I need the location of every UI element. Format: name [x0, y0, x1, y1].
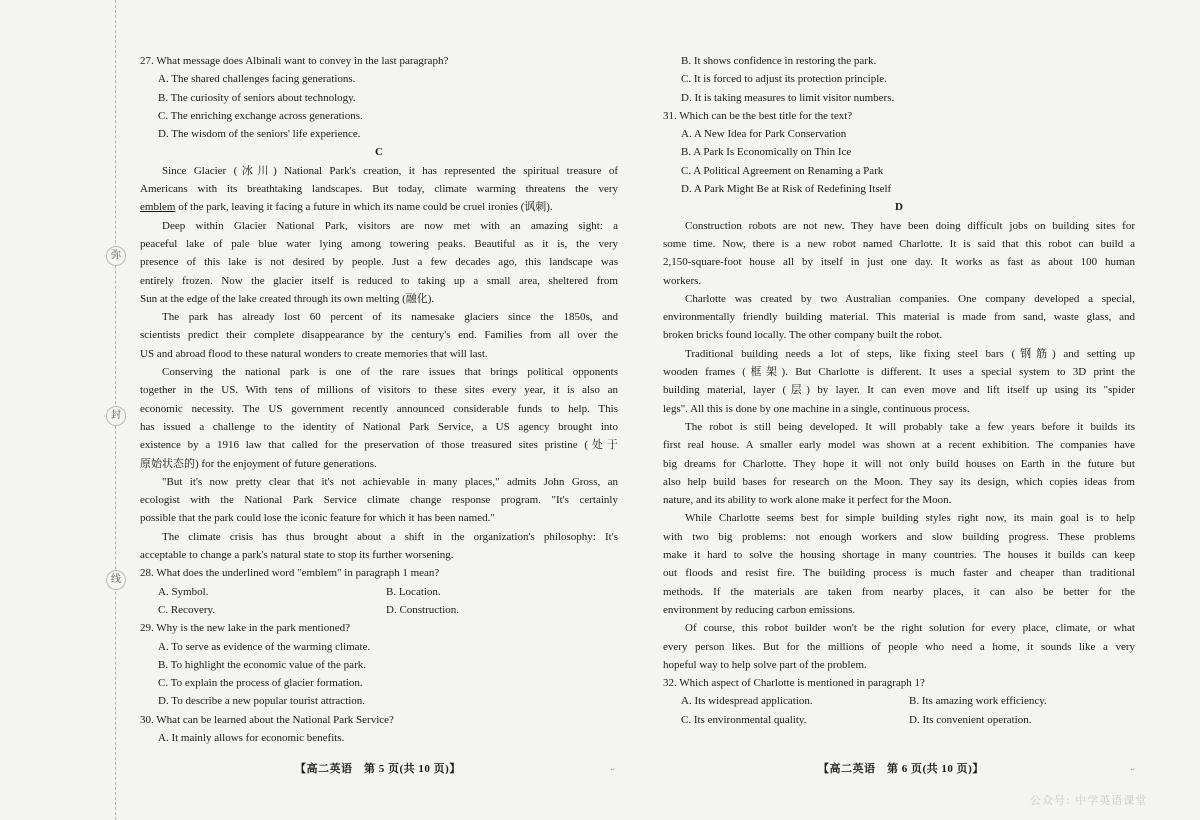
q30-option-b: B. It shows confidence in restoring the park. [681, 55, 877, 67]
q32-options-row [663, 711, 1135, 729]
question-28-stem: 28. What does the underlined word "emblem" in paragraph 1 mean? [140, 567, 440, 580]
passage-c-line-rest: of the park, leaving it facing a future in which its name could be cruel ironies (讽刺). [175, 201, 553, 214]
q28-option-d: D. Construction. [386, 603, 460, 616]
question-30-stem: 30. What can be learned about the National Park Service? [140, 713, 394, 726]
passage-d-line: building material, layer (层) by layer. It can even move and lift itself up using its "spider [663, 384, 1135, 397]
q28-options-row [140, 601, 618, 619]
q27-option-b: B. The curiosity of seniors about technology. [158, 91, 356, 104]
underlined-word-emblem: emblem [140, 201, 176, 214]
passage-d-line: legs". All this is done by one machine in a single, continuous process. [663, 402, 970, 415]
left-page-column [140, 52, 618, 747]
passage-d-line: broken bricks found locally. The other company built the robot. [663, 329, 943, 342]
passage-c-line: possible that the park could lose the iconic feature for which it has been named." [140, 512, 495, 525]
question-27-stem: 27. What message does Albinali want to convey in the last paragraph? [140, 55, 449, 67]
section-d-heading: D [895, 201, 903, 214]
passage-d-line: some time. Now, there is a new robot named Charlotte. It is said that this robot can build a [663, 237, 1135, 250]
passage-d-line: The robot is still being developed. It will probably take a few years before it builds its [685, 420, 1135, 433]
q31-option-c: C. A Political Agreement on Renaming a Park [681, 164, 884, 177]
q32-option-c: C. Its environmental quality. [681, 713, 807, 726]
q27-option-d: D. The wisdom of the seniors' life experience. [158, 128, 361, 141]
section-c-heading: C [375, 146, 383, 159]
passage-d-line: environment by reducing carbon emissions. [663, 603, 856, 616]
scan-dot: .. [610, 762, 615, 773]
passage-c-line: ecologist with the National Park Service climate change response program. "It's certainly [140, 494, 618, 507]
q29-option-d: D. To describe a new popular tourist attraction. [158, 695, 366, 708]
q31-option-b: B. A Park Is Economically on Thin Ice [681, 146, 852, 159]
passage-c-line: presence of this lake is not desired by people. Just a few decades ago, this landscape was [140, 256, 618, 269]
question-31-stem: 31. Which can be the best title for the text? [663, 109, 853, 122]
passage-d-line: environmentally friendly building material. This material is made from sand, waste glass, and [663, 311, 1135, 324]
passage-c-line: Americans with its breathtaking landscapes. But today, climate warming threatens the very [140, 183, 618, 196]
q29-option-a: A. To serve as evidence of the warming climate. [158, 640, 371, 653]
q30-option-d: D. It is taking measures to limit visitor numbers. [681, 91, 895, 104]
q28-options-row [140, 583, 618, 601]
q27-option-a: A. The shared challenges facing generations. [158, 73, 356, 86]
binding-mark: 封 [106, 406, 126, 426]
passage-c-line: "But it's now pretty clear that it's not achievable in many places," admits John Gross, an [162, 475, 618, 488]
passage-c-line: Since Glacier (冰川) National Park's creation, it has represented the spiritual treasure of [162, 164, 618, 177]
passage-d-line: Of course, this robot builder won't be the right solution for every place, climate, or what [685, 622, 1135, 635]
passage-c-line: existence by a 1916 law that called for the preservation of those treasured sites pristine (处于 [140, 439, 618, 452]
page-footer-left: 【高二英语 第 5 页(共 10 页)】 [295, 763, 461, 775]
passage-c-line: The park has already lost 60 percent of its namesake glaciers since the 1850s, and [162, 311, 618, 324]
question-32-stem: 32. Which aspect of Charlotte is mentioned in paragraph 1? [663, 677, 925, 690]
passage-d-line: with two big problems: not enough workers and slow building progress. These problems [663, 530, 1135, 543]
right-page-column [663, 52, 1135, 729]
passage-d-line: big dreams for Charlotte. They hope it will not only build houses on Earth in the future but [663, 457, 1135, 470]
passage-d-line: 2,150-square-foot house all by itself in just one day. It works as fast as about 100 human [663, 256, 1135, 269]
passage-d-line: methods. If the materials are taken from nearby places, it can also be better for the [663, 585, 1135, 598]
passage-d-line: Construction robots are not new. They have been doing difficult jobs on building sites for [685, 219, 1135, 232]
passage-c-line: US and abroad flood to these natural wonders to create memories that will last. [140, 347, 488, 360]
watermark-text: 公众号: 中学英语课堂 [1030, 794, 1148, 807]
q31-option-a: A. A New Idea for Park Conservation [681, 128, 847, 141]
passage-c-line: economic necessity. The US government recently announced considerable funds to help. This [140, 402, 618, 415]
q29-option-c: C. To explain the process of glacier formation. [158, 677, 363, 690]
q32-option-d: D. Its convenient operation. [909, 713, 1032, 726]
q28-option-b: B. Location. [386, 585, 441, 598]
passage-c-line [140, 198, 618, 216]
question-29-stem: 29. Why is the new lake in the park mentioned? [140, 622, 350, 635]
q30-option-a: A. It mainly allows for economic benefits. [158, 731, 345, 744]
q29-option-b: B. To highlight the economic value of the park. [158, 658, 366, 671]
passage-c-line: 原始状态的) for the enjoyment of future generations. [140, 457, 377, 470]
q30-option-c: C. It is forced to adjust its protection principle. [681, 73, 887, 86]
passage-c-line: Deep within Glacier National Park, visitors are now met with an amazing sight: a [162, 219, 618, 232]
binding-mark: 弥 [106, 246, 126, 266]
passage-d-line: also help build bases for research on the Moon. They say its design, which copies ideas from [663, 475, 1135, 488]
passage-d-line: every person likes. But for the millions of people who need a home, it sounds like a very [663, 640, 1135, 653]
scan-dot: .. [1130, 762, 1135, 773]
passage-c-line: acceptable to change a park's natural state to stop its further worsening. [140, 549, 454, 562]
q28-option-a: A. Symbol. [158, 585, 209, 598]
passage-c-line: together in the US. With tens of millions of visitors to these sites every year, it is also an [140, 384, 618, 397]
q31-option-d: D. A Park Might Be at Risk of Redefining Itself [681, 183, 892, 196]
binding-mark: 线 [106, 570, 126, 590]
q28-option-c: C. Recovery. [158, 603, 216, 616]
passage-c-line: peaceful lake of pale blue water lying among towering peaks. Beautiful as it is, the very [140, 237, 618, 250]
q32-option-a: A. Its widespread application. [681, 695, 813, 708]
page-footer-right: 【高二英语 第 6 页(共 10 页)】 [818, 763, 984, 775]
passage-d-line: out floods and resist fire. The building process is much faster and cheaper than traditional [663, 567, 1135, 580]
passage-d-line: first real house. A smaller early model was shown at a recent exhibition. The companies have [663, 439, 1135, 452]
passage-c-line: The climate crisis has thus brought about a shift in the organization's philosophy: It's [162, 530, 618, 543]
passage-c-line: Conserving the national park is one of the rare issues that brings political opponents [162, 366, 618, 379]
passage-d-line: Traditional building needs a lot of steps, like fixing steel bars (钢筋) and setting up [685, 347, 1135, 360]
passage-d-line: wooden frames (框架). But Charlotte is different. It uses a special system to 3D print the [663, 366, 1135, 379]
q32-options-row [663, 692, 1135, 710]
passage-d-line: While Charlotte seems best for simple building styles right now, its main goal is to help [685, 512, 1135, 525]
passage-c-line: Sun at the edge of the lake created through its own melting (融化). [140, 292, 435, 305]
passage-c-line: entirely frozen. Now the glacier itself is reduced to taking up a small area, sheltered from [140, 274, 618, 287]
q27-option-c: C. The enriching exchange across generations. [158, 109, 363, 122]
passage-d-line: nature, and its ability to work alone make it perfect for the Moon. [663, 494, 952, 507]
passage-d-line: workers. [663, 274, 702, 287]
q32-option-b: B. Its amazing work efficiency. [909, 695, 1047, 708]
passage-c-line: has issued a challenge to the identity of National Park Service, a US agency brought into [140, 420, 618, 433]
passage-d-line: hopeful way to help solve part of the problem. [663, 658, 867, 671]
passage-c-line: scientists predict their complete disappearance by the century's end. Families from all over the [140, 329, 618, 342]
passage-d-line: Charlotte was created by two Australian companies. One company developed a special, [685, 292, 1135, 305]
passage-d-line: make it hard to solve the housing shortage in many countries. The houses it builds can keep [663, 549, 1135, 562]
